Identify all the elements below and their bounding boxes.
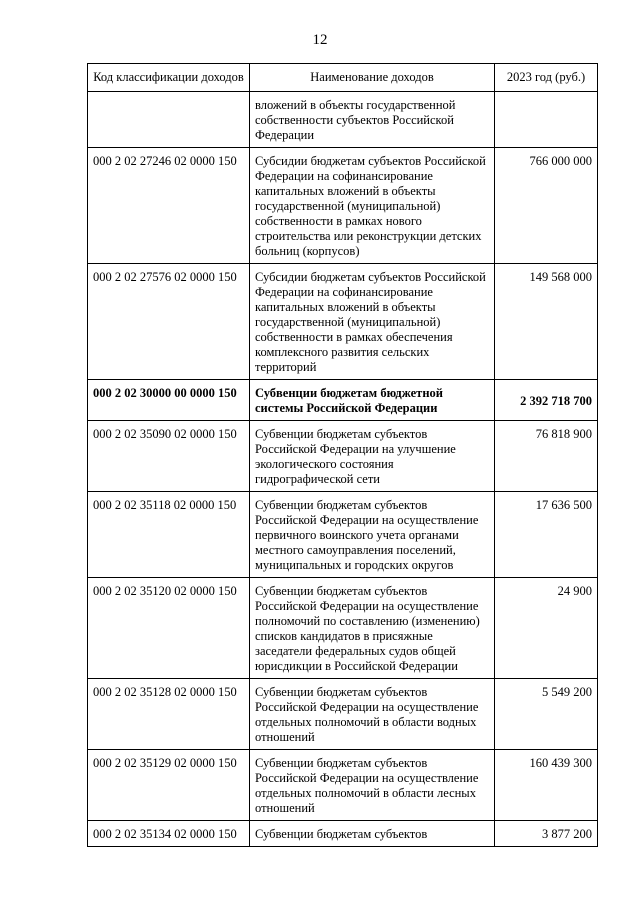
row-code: 000 2 02 35129 02 0000 150 xyxy=(88,750,250,821)
row-amount xyxy=(495,92,598,148)
row-amount: 3 877 200 xyxy=(495,821,598,847)
row-name: вложений в объекты государственной собственности субъектов Российской Федерации xyxy=(250,92,495,148)
table-row-total xyxy=(88,380,598,421)
row-amount: 160 439 300 xyxy=(495,750,598,821)
row-amount: 2 392 718 700 xyxy=(495,380,598,421)
row-code: 000 2 02 27576 02 0000 150 xyxy=(88,264,250,380)
row-amount: 76 818 900 xyxy=(495,421,598,492)
table-row xyxy=(88,148,598,264)
header-amount: 2023 год (руб.) xyxy=(495,64,598,92)
row-code: 000 2 02 35120 02 0000 150 xyxy=(88,578,250,679)
row-amount: 24 900 xyxy=(495,578,598,679)
row-code: 000 2 02 30000 00 0000 150 xyxy=(88,380,250,421)
row-name: Субвенции бюджетам бюджетной системы Российской Федерации xyxy=(250,380,495,421)
row-name: Субвенции бюджетам субъектов Российской Федерации на осуществление отдельных полномочий в области водных отношений xyxy=(250,679,495,750)
row-code: 000 2 02 35118 02 0000 150 xyxy=(88,492,250,578)
row-amount: 766 000 000 xyxy=(495,148,598,264)
row-name: Субвенции бюджетам субъектов Российской Федерации на осуществление отдельных полномочий в области лесных отношений xyxy=(250,750,495,821)
table-row xyxy=(88,421,598,492)
row-code: 000 2 02 35090 02 0000 150 xyxy=(88,421,250,492)
row-name: Субвенции бюджетам субъектов Российской Федерации на осуществление полномочий по составлению (изменению) списков кандидатов в присяжные заседатели федеральных судов общей юрисдикции в Российской Федерации xyxy=(250,578,495,679)
row-amount: 149 568 000 xyxy=(495,264,598,380)
row-amount: 5 549 200 xyxy=(495,679,598,750)
row-code: 000 2 02 35128 02 0000 150 xyxy=(88,679,250,750)
table-row xyxy=(88,578,598,679)
row-name: Субвенции бюджетам субъектов xyxy=(250,821,495,847)
row-name: Субсидии бюджетам субъектов Российской Федерации на софинансирование капитальных вложений в объекты государственной (муниципальной) собственности в рамках нового строительства или реконструкции детских больниц (корпусов) xyxy=(250,148,495,264)
row-name: Субвенции бюджетам субъектов Российской Федерации на улучшение экологического состояния гидрографической сети xyxy=(250,421,495,492)
table-header-row xyxy=(88,64,598,92)
table-row xyxy=(88,92,598,148)
header-name: Наименование доходов xyxy=(250,64,495,92)
table-row xyxy=(88,264,598,380)
row-code: 000 2 02 35134 02 0000 150 xyxy=(88,821,250,847)
header-code: Код классификации доходов xyxy=(88,64,250,92)
page-number: 12 xyxy=(312,32,328,48)
income-table xyxy=(87,63,598,847)
row-amount: 17 636 500 xyxy=(495,492,598,578)
row-code xyxy=(88,92,250,148)
table-row xyxy=(88,492,598,578)
table-row xyxy=(88,679,598,750)
row-code: 000 2 02 27246 02 0000 150 xyxy=(88,148,250,264)
row-name: Субвенции бюджетам субъектов Российской Федерации на осуществление первичного воинского учета органами местного самоуправления поселений, муниципальных и городских округов xyxy=(250,492,495,578)
table-row xyxy=(88,750,598,821)
row-name: Субсидии бюджетам субъектов Российской Федерации на софинансирование капитальных вложений в объекты государственной (муниципальной) собственности в рамках обеспечения комплексного развития сельских территорий xyxy=(250,264,495,380)
table-row xyxy=(88,821,598,847)
